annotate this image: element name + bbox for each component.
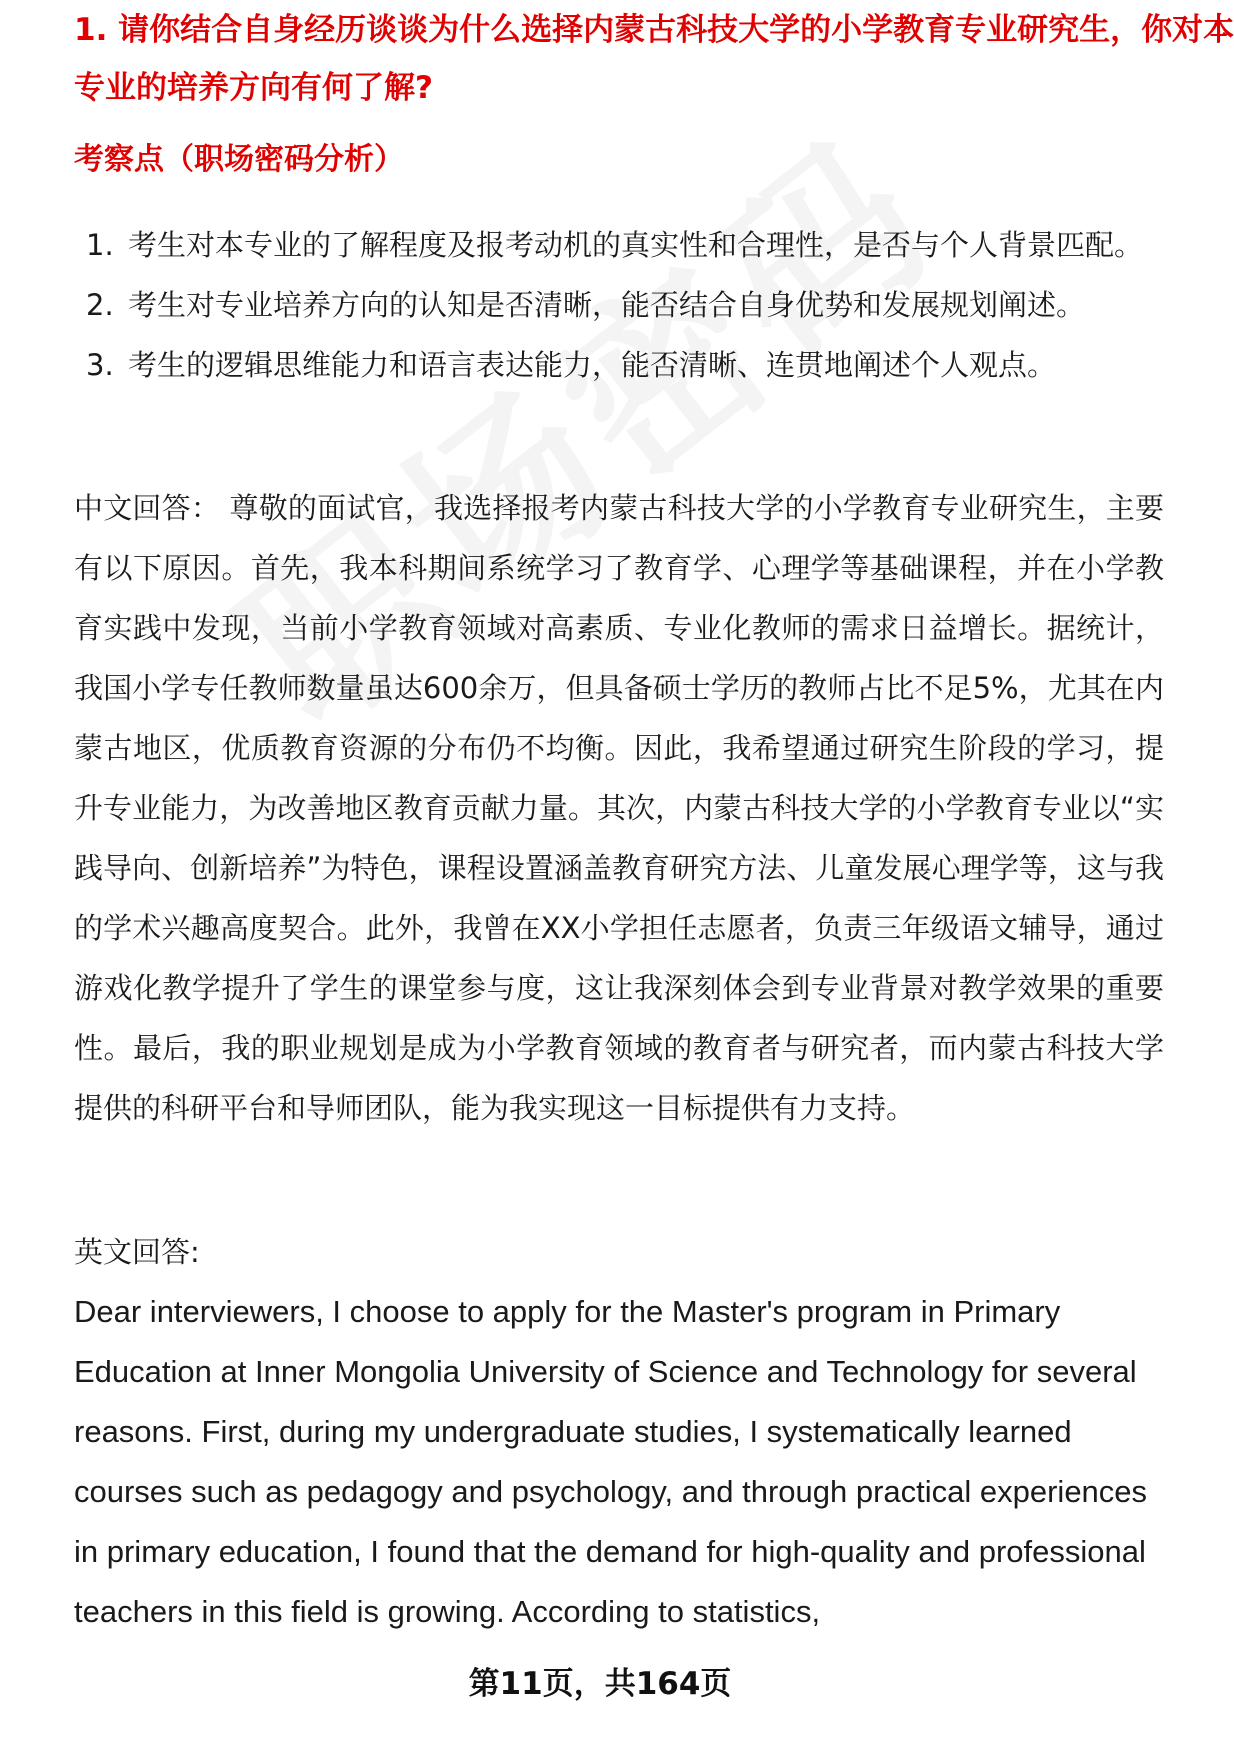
list-item-text: 考生的逻辑思维能力和语言表达能力，能否清晰、连贯地阐述个人观点。 bbox=[128, 348, 1057, 382]
list-item-number: 3. bbox=[86, 348, 114, 382]
list-item-text: 考生对专业培养方向的认知是否清晰，能否结合自身优势和发展规划阐述。 bbox=[128, 288, 1086, 322]
list-item bbox=[74, 335, 1154, 395]
chinese-answer bbox=[74, 478, 1164, 1138]
question-line: 专业的培养方向有何了解? bbox=[74, 70, 433, 106]
list-item-number: 2. bbox=[86, 288, 114, 322]
english-answer-text: Dear interviewers, I choose to apply for the Master's program in Primary Education at Inner Mongolia University of Science and Technology for several reasons. First, during my undergraduate studies, I systematically learned courses such as pedagogy and psychology, and through practical experiences in primary education, I found that the demand for high-quality and professional teachers in this field is growing. According to statistics, bbox=[74, 1294, 1148, 1629]
list-item-number: 1. bbox=[86, 228, 114, 262]
list-item bbox=[74, 215, 1154, 275]
question-cutoff-line bbox=[74, 12, 1234, 60]
english-answer-label: 英文回答: bbox=[74, 1235, 200, 1269]
page-footer: 第11页，共164页 bbox=[468, 1666, 732, 1702]
section-title: 考察点（职场密码分析） bbox=[74, 142, 404, 177]
list-item bbox=[74, 275, 1154, 335]
assessment-points-list bbox=[74, 215, 1154, 395]
list-item-text: 考生对本专业的了解程度及报考动机的真实性和合理性，是否与个人背景匹配。 bbox=[128, 228, 1144, 262]
chinese-answer-text: 尊敬的面试官，我选择报考内蒙古科技大学的小学教育专业研究生，主要有以下原因。首先，我本科期间系统学习了教育学、心理学等基础课程，并在小学教育实践中发现，当前小学教育领域对高素质、专业化教师的需求日益增长。据统计，我国小学专任教师数量虽达600余万，但具备硕士学历的教师占比不足5%，尤其在内蒙古地区，优质教育资源的分布仍不均衡。因此，我希望通过研究生阶段的学习，提升专业能力，为改善地区教育贡献力量。其次，内蒙古科技大学的小学教育专业以“实践导向、创新培养”为特色，课程设置涵盖教育研究方法、儿童发展心理学等，这与我的学术兴趣高度契合。此外，我曾在XX小学担任志愿者，负责三年级语文辅导，通过游戏化教学提升了学生的课堂参与度，这让我深刻体会到专业背景对教学效果的重要性。最后，我的职业规划是成为小学教育领域的教育者与研究者，而内蒙古科技大学提供的科研平台和导师团队，能为我实现这一目标提供有力支持。 bbox=[74, 491, 1164, 1125]
chinese-answer-label: 中文回答： bbox=[74, 491, 221, 525]
question-cutoff-text: 1. 请你结合自身经历谈谈为什么选择内蒙古科技大学的小学教育专业研究生，你对本 bbox=[74, 12, 1234, 48]
